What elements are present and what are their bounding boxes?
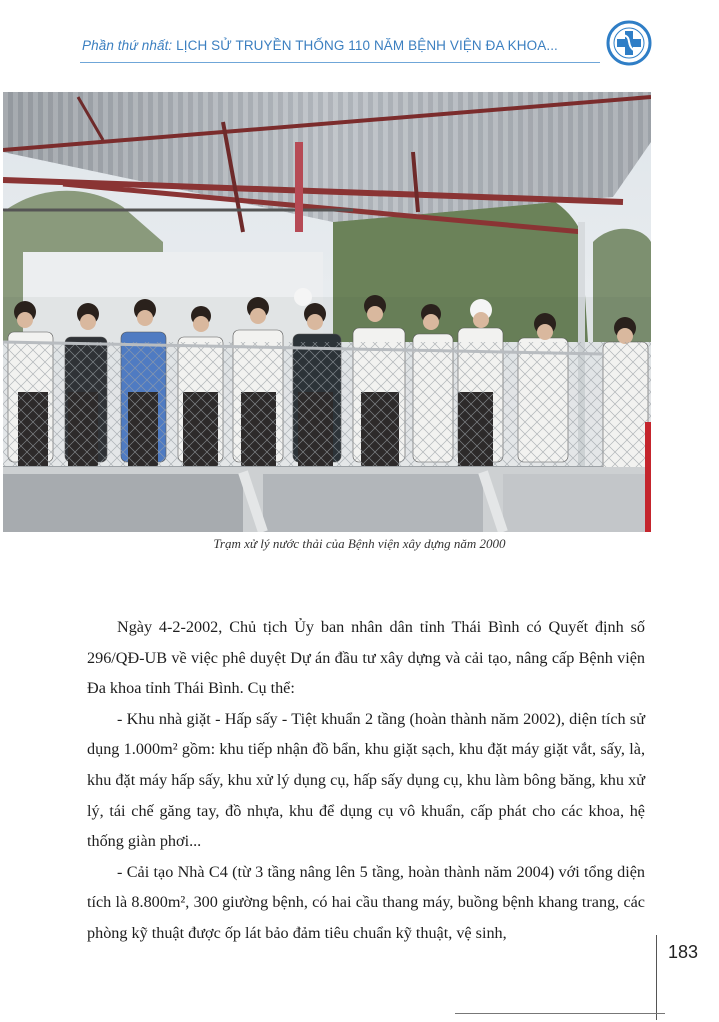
header-title: LỊCH SỬ TRUYỀN THỐNG 110 NĂM BỆNH VIỆN ĐA KHOA... [172, 38, 558, 53]
running-header [82, 38, 602, 53]
wastewater-station-photo [3, 92, 651, 532]
hospital-logo-icon [606, 20, 652, 66]
paragraph-decision: Ngày 4-2-2002, Chủ tịch Ủy ban nhân dân tỉnh Thái Bình có Quyết định số 296/QĐ-UB về việc phê duyệt Dự án đầu tư xây dựng và cải tạo, nâng cấp Bệnh viện Đa khoa tỉnh Thái Bình. Cụ thể: [87, 618, 645, 698]
page-number-rule [656, 935, 657, 1020]
page-number: 183 [668, 942, 699, 962]
photo-caption: Trạm xử lý nước thải của Bệnh viện xây dựng năm 2000 [213, 536, 506, 551]
footer-rule [455, 1013, 665, 1014]
header-rule [80, 62, 600, 63]
paragraph-c4-renovation: - Cải tạo Nhà C4 (từ 3 tầng nâng lên 5 tầng, hoàn thành năm 2004) với tổng diện tích là 8.800m², 300 giường bệnh, có hai cầu thang máy, buồng bệnh khang trang, các phòng kỹ thuật được ốp lát bảo đảm tiêu chuẩn kỹ thuật, vệ sinh, [87, 862, 645, 942]
header-part-label: Phần thứ nhất: [82, 38, 173, 53]
paragraph-laundry-building: - Khu nhà giặt - Hấp sấy - Tiệt khuẩn 2 tầng (hoàn thành năm 2002), diện tích sử dụng 1.000m² gồm: khu tiếp nhận đồ bẩn, khu giặt sạch, khu đặt máy giặt vắt, sấy, là, khu đặt máy hấp sấy, khu xử lý dụng cụ, hấp sấy dụng cụ, khu làm bông băng, khu xử lý, tái chế găng tay, đồ nhựa, khu để dụng cụ vô khuẩn, cấp phát cho các khoa, hệ thống giàn phơi... [87, 709, 645, 851]
body-text [87, 612, 645, 949]
